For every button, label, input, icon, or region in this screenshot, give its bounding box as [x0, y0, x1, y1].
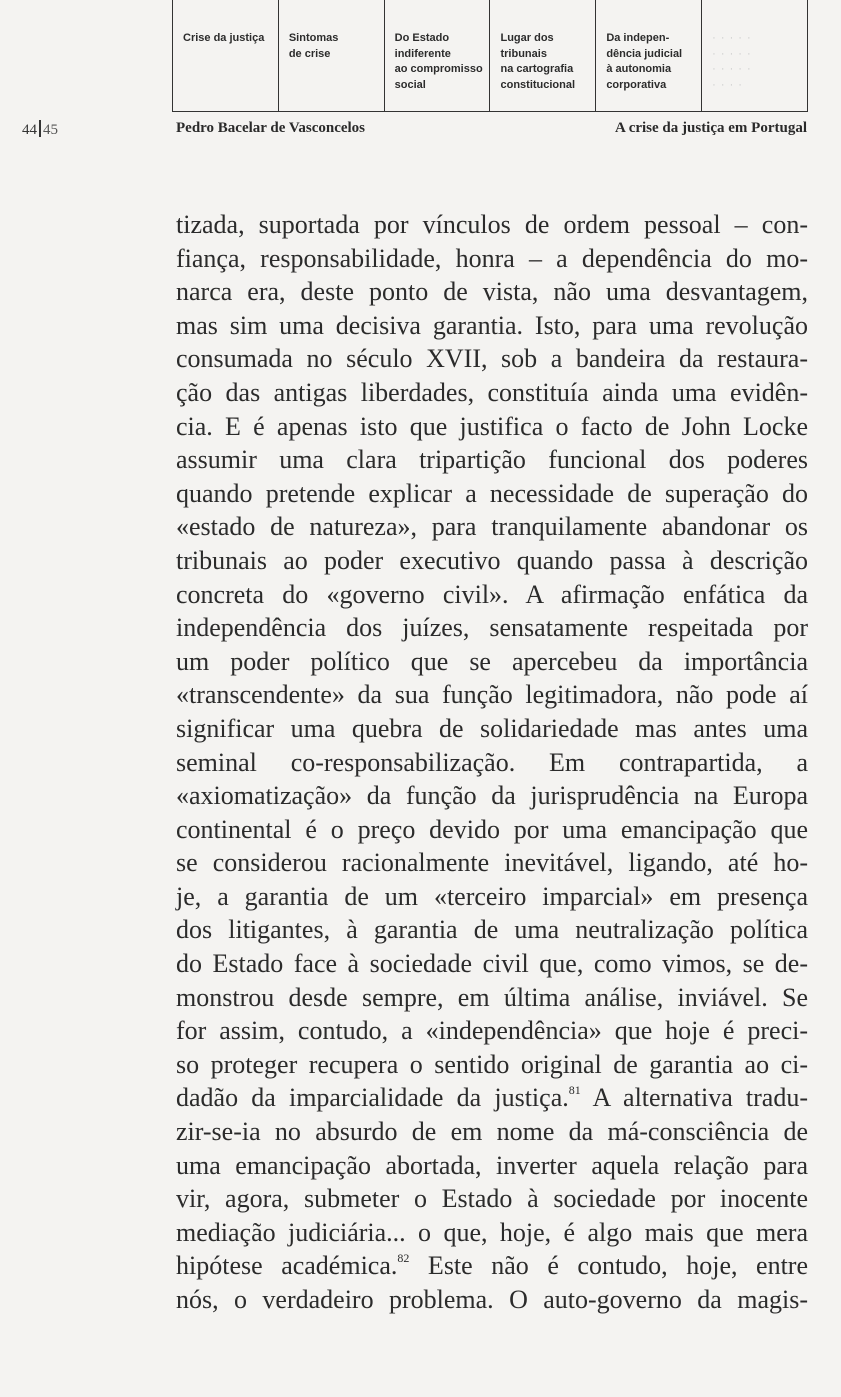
text-line: for assim, contudo, a «independência» que hoje é preci- [176, 1016, 808, 1046]
text-line: monstrou desde sempre, em última análise, inviável. Se [176, 982, 808, 1012]
text-line: concreta do «governo civil». A afirmação enfática da [176, 579, 808, 609]
page-numbers [22, 120, 58, 139]
text-line: nós, o verdadeiro problema. O auto-governo da magis- [176, 1285, 808, 1314]
nav-cell-text: Crise da justiça [183, 32, 265, 44]
page-number-separator [39, 120, 41, 137]
text-line: assumir uma clara tripartição funcional dos poderes [176, 445, 808, 475]
text-line: se considerou racionalmente inevitável, ligando, até ho- [176, 848, 808, 878]
nav-cell-text: indiferente [394, 47, 451, 60]
nav-cell-faded-text: · · · · [712, 78, 743, 91]
text-line: tizada, suportada por vínculos de ordem pessoal – con- [176, 210, 808, 239]
nav-cell-text: na cartografia [500, 63, 574, 75]
text-line: narca era, deste ponto de vista, não uma desvantagem, [176, 277, 808, 307]
text-segment: Este não é contudo, hoje, entre [409, 1251, 808, 1281]
page-number-right: 45 [43, 122, 58, 138]
nav-cell-text: Do Estado [394, 32, 450, 44]
text-line: mediação judiciária... o que, hoje, é algo mais que mera [176, 1217, 808, 1247]
nav-cell-text: corporativa [606, 78, 667, 91]
nav-cell-text: tribunais [500, 47, 547, 60]
text-line: independência dos juízes, sensatamente respeitada por [176, 613, 808, 643]
text-line-footnote-82 [176, 1249, 808, 1283]
page-number-left: 44 [22, 122, 37, 138]
footnote-ref-82[interactable]: 82 [397, 1251, 410, 1266]
text-line: dos litigantes, à garantia de uma neutralização política [176, 915, 808, 945]
nav-cell-text: social [394, 78, 426, 91]
text-line: fiança, responsabilidade, honra – a dependência do mo- [176, 243, 808, 273]
nav-cell-text: dência judicial [606, 47, 683, 60]
body-text [176, 208, 808, 1317]
nav-cell-faded-text: · · · · · [712, 32, 752, 44]
text-line: ção das antigas liberdades, constituía ainda uma evidên- [176, 377, 808, 407]
text-line: je, a garantia de um «terceiro imparcial» em presença [176, 881, 808, 911]
footnote-ref-81[interactable]: 81 [568, 1083, 581, 1098]
text-line: consumada no século XVII, sob a bandeira da restaura- [176, 344, 808, 374]
text-line: do Estado face à sociedade civil que, como vimos, se de- [176, 949, 808, 979]
nav-cell-text: Lugar dos [500, 32, 554, 44]
text-line: «transcendente» da sua função legitimadora, não pode aí [176, 680, 808, 710]
text-line: mas sim uma decisiva garantia. Isto, para uma revolução [176, 310, 808, 340]
text-line: so proteger recupera o sentido original de garantia ao ci- [176, 1049, 808, 1079]
nav-cell-text: constitucional [500, 78, 576, 91]
nav-cell-text: à autonomia [606, 63, 672, 75]
nav-cell-sintomas [279, 0, 385, 111]
nav-cell-faded-text: · · · · · [712, 47, 752, 60]
nav-cell-text: Da indepen- [606, 32, 670, 44]
text-segment: hipótese académica. [176, 1251, 398, 1281]
text-line: uma emancipação abortada, inverter aquela relação para [176, 1150, 808, 1180]
text-line: «axiomatização» da função da jurisprudência na Europa [176, 781, 808, 811]
book-title: A crise da justiça em Portugal [614, 120, 807, 136]
text-line-footnote-81 [176, 1081, 808, 1115]
text-line: zir-se-ia no absurdo de em nome da má-consciência de [176, 1117, 808, 1147]
nav-cell-faded-next [702, 0, 807, 111]
text-line: um poder político que se apercebeu da importância [176, 646, 808, 676]
text-line: quando pretende explicar a necessidade de superação do [176, 478, 808, 508]
nav-cell-crise-da-justica [173, 0, 279, 111]
text-line: cia. E é apenas isto que justifica o facto de John Locke [176, 411, 808, 441]
text-line: vir, agora, submeter o Estado à sociedade por inocente [176, 1184, 808, 1214]
text-line: continental é o preço devido por uma emancipação que [176, 814, 808, 844]
nav-cell-do-estado [385, 0, 491, 111]
nav-cell-text: de crise [288, 47, 331, 60]
running-header [0, 120, 841, 144]
nav-cell-da-independencia [596, 0, 702, 111]
text-segment: dadão da imparcialidade da justiça. [176, 1083, 569, 1113]
author-name: Pedro Bacelar de Vasconcelos [176, 120, 366, 136]
text-segment: A alternativa tradu- [580, 1083, 808, 1113]
text-line: significar uma quebra de solidariedade mas antes uma [176, 713, 808, 743]
text-line: seminal co-responsabilização. Em contrapartida, a [176, 747, 808, 777]
nav-cell-lugar-dos-tribunais [490, 0, 596, 111]
chapter-navigation-table [172, 0, 808, 112]
text-line: tribunais ao poder executivo quando passa à descrição [176, 545, 808, 575]
text-line: «estado de natureza», para tranquilamente abandonar os [176, 512, 808, 542]
nav-cell-faded-text: · · · · · [712, 63, 752, 75]
nav-cell-text: Sintomas [288, 32, 339, 44]
nav-cell-text: ao compromisso [394, 63, 483, 75]
